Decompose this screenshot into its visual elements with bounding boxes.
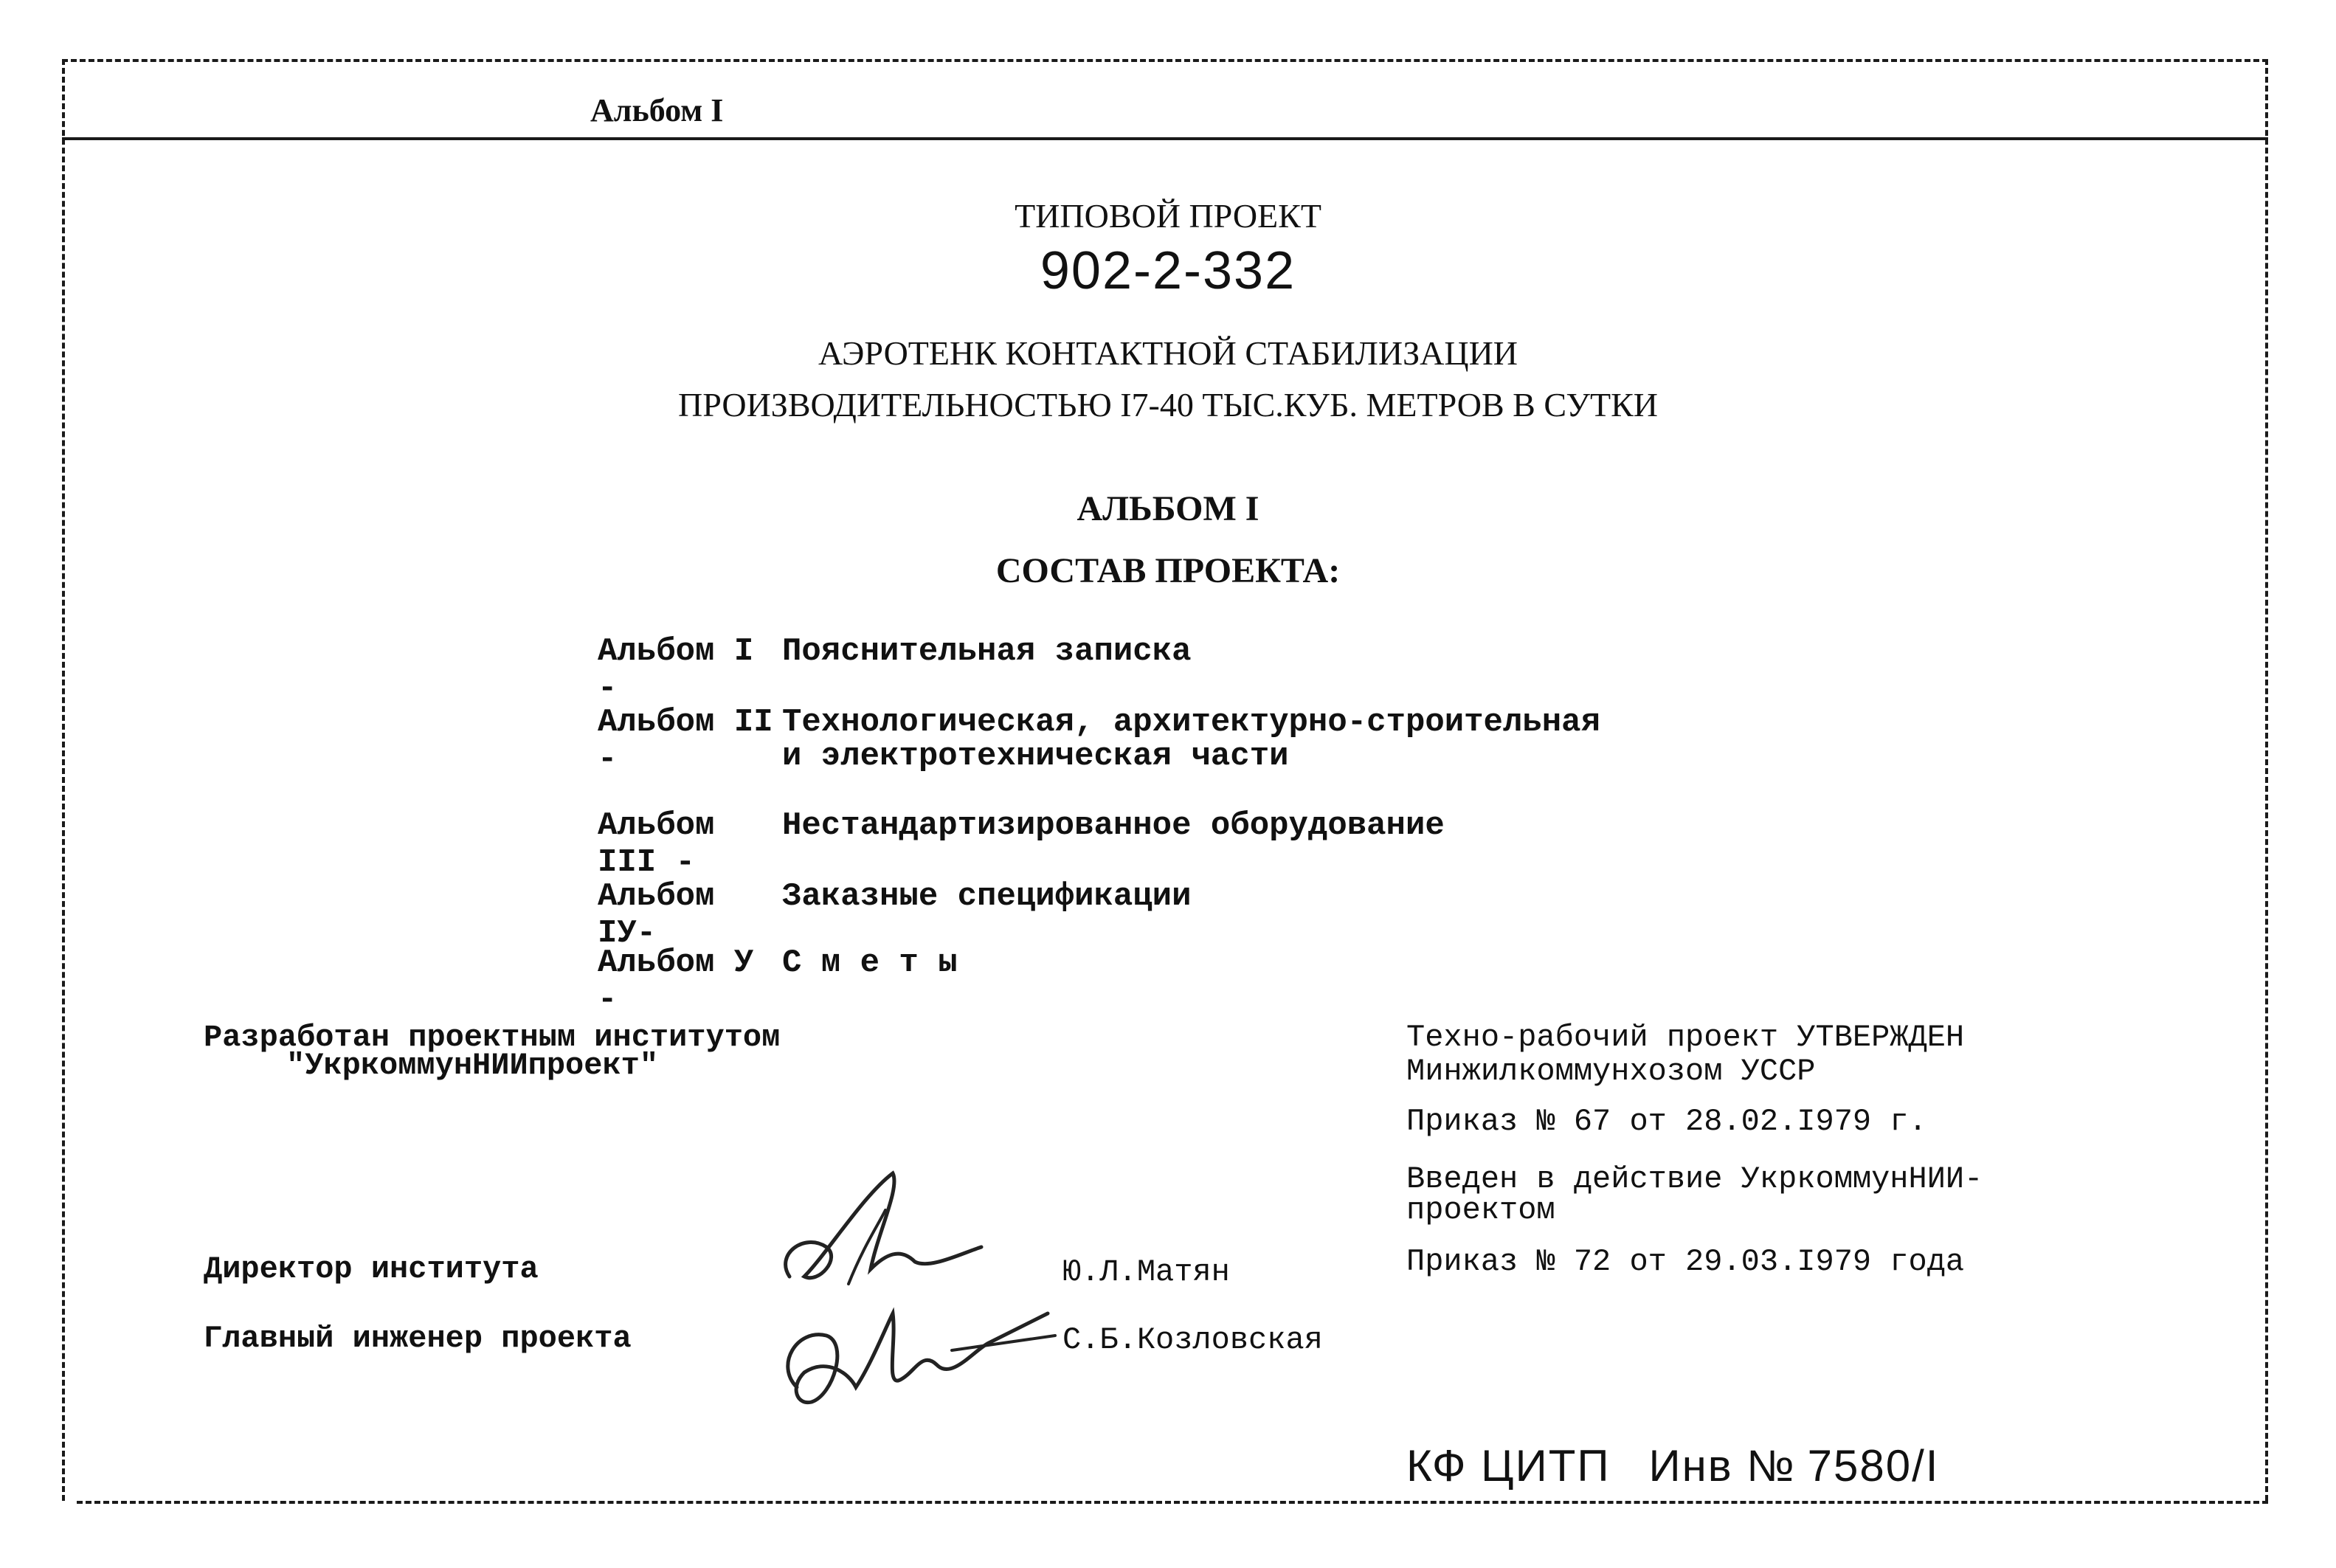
chief-engineer-role: Главный инженер проекта [204, 1321, 632, 1356]
album-list-item [598, 807, 1445, 881]
project-type-title: ТИПОВОЙ ПРОЕКТ [1015, 197, 1321, 235]
stamp-inv-label: Инв № [1648, 1441, 1796, 1491]
header-rule [62, 137, 2268, 140]
director-role: Директор института [204, 1251, 539, 1287]
director-name: Ю.Л.Матян [1062, 1254, 1230, 1290]
introduction-line-1: Введен в действие УкркоммунНИИ- [1406, 1161, 1983, 1197]
album-description: Технологическая, архитектурно-строительная [782, 704, 1600, 741]
album-list-item [598, 633, 1192, 707]
approval-line-1: Техно-рабочий проект УТВЕРЖДЕН [1406, 1020, 1965, 1055]
album-description: Нестандартизированное оборудование [782, 807, 1445, 844]
album-title: АЛЬБОМ I [1077, 489, 1259, 528]
approval-order-1: Приказ № 67 от 28.02.I979 г. [1406, 1104, 1927, 1139]
album-name: Альбом II - [598, 704, 773, 778]
developer-line-1: Разработан проектным институтом [204, 1020, 781, 1055]
introduction-line-2: проектом [1406, 1192, 1555, 1228]
album-name: Альбом I - [598, 633, 754, 707]
album-description-continued: и электротехническая части [782, 738, 1289, 775]
album-name: Альбом IУ- [598, 878, 715, 952]
album-name: Альбом III - [598, 807, 715, 881]
album-description: Пояснительная записка [782, 633, 1192, 670]
stamp-org: КФ ЦИТП [1406, 1441, 1611, 1491]
album-name: Альбом У - [598, 944, 754, 1018]
album-list-item [598, 944, 958, 1018]
project-number: 902-2-332 [1040, 241, 1296, 300]
composition-heading: СОСТАВ ПРОЕКТА: [995, 551, 1341, 590]
album-list-item [598, 704, 1600, 778]
frame-bottom-border [77, 1501, 2268, 1504]
stamp-inv-number: 7580/I [1807, 1441, 1940, 1491]
header-album-label: Альбом I [590, 92, 724, 128]
album-description: С м е т ы [782, 944, 958, 981]
developer-line-2: "УкркоммунНИИпроект" [286, 1048, 659, 1083]
frame-top-border [62, 59, 2268, 62]
chief-engineer-name: С.Б.Козловская [1062, 1322, 1323, 1358]
inventory-stamp [1406, 1440, 1977, 1491]
approval-order-2: Приказ № 72 от 29.03.I979 года [1406, 1244, 1965, 1279]
album-description: Заказные спецификации [782, 878, 1192, 915]
approval-line-2: Минжилкоммунхозом УССР [1406, 1054, 1816, 1089]
project-subtitle-1: АЭРОТЕНК КОНТАКТНОЙ СТАБИЛИЗАЦИИ [818, 334, 1518, 372]
album-list-item [598, 878, 1192, 952]
chief-engineer-signature-icon [767, 1284, 1062, 1424]
project-subtitle-2: ПРОИЗВОДИТЕЛЬНОСТЬЮ I7-40 ТЫС.КУБ. МЕТРОВ В СУТКИ [678, 386, 1658, 424]
